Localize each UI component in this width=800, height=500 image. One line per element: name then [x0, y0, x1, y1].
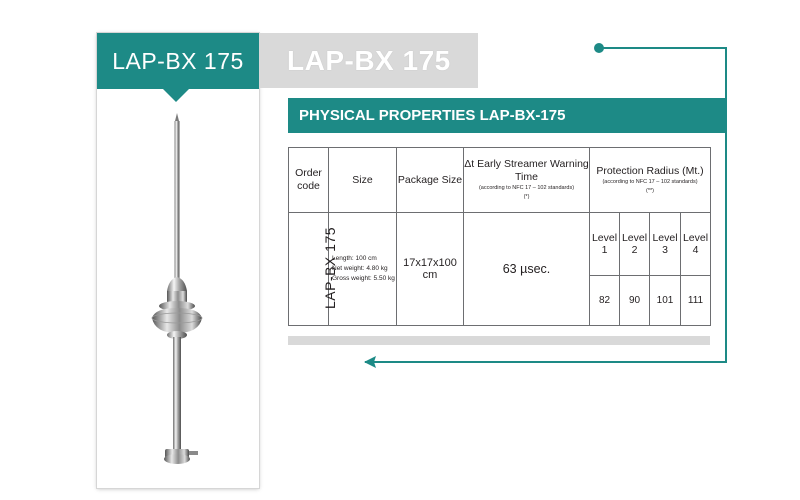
cell-level-1-label: Level 1: [590, 213, 620, 276]
cell-level-3-label: Level 3: [650, 213, 681, 276]
order-code-text: LAP-BX 175: [322, 226, 339, 310]
cell-level-2-label: Level 2: [620, 213, 650, 276]
header-early-streamer: Δt Early Streamer Warning Time (according to NFC 17 – 102 standards) (*): [464, 148, 590, 213]
section-title: PHYSICAL PROPERTIES LAP-BX-175: [299, 107, 566, 124]
header-size: Size: [329, 148, 397, 213]
cell-level-3-value: 101: [650, 276, 681, 326]
table-row: [289, 213, 711, 276]
cell-level-4-value: 111: [681, 276, 711, 326]
header-protection-radius: Protection Radius (Mt.) (according to NFC 17 – 102 standards) (**): [590, 148, 711, 213]
header-order-code: Order code: [289, 148, 329, 213]
size-net-weight: Net weight: 4.80 kg: [332, 265, 388, 272]
cell-size: [329, 213, 397, 326]
table-header-row: [289, 148, 711, 213]
size-length: Length: 100 cm: [332, 255, 377, 262]
header-package-size: Package Size: [397, 148, 464, 213]
cell-warning-time: 63 µsec.: [464, 213, 590, 326]
product-card-title: LAP-BX 175: [112, 48, 244, 74]
section-header: [288, 98, 725, 133]
size-gross-weight: Gross weight: 5.50 kg: [332, 275, 395, 282]
cell-order-code: [289, 213, 339, 326]
cell-level-2-value: 90: [620, 276, 650, 326]
ghost-title: LAP-BX 175: [287, 45, 451, 76]
cell-level-1-value: 82: [590, 276, 620, 326]
table-footer-bar: [288, 336, 710, 345]
cell-package-size: 17x17x100 cm: [397, 213, 464, 326]
cell-level-4-label: Level 4: [681, 213, 711, 276]
properties-table: [288, 147, 711, 326]
